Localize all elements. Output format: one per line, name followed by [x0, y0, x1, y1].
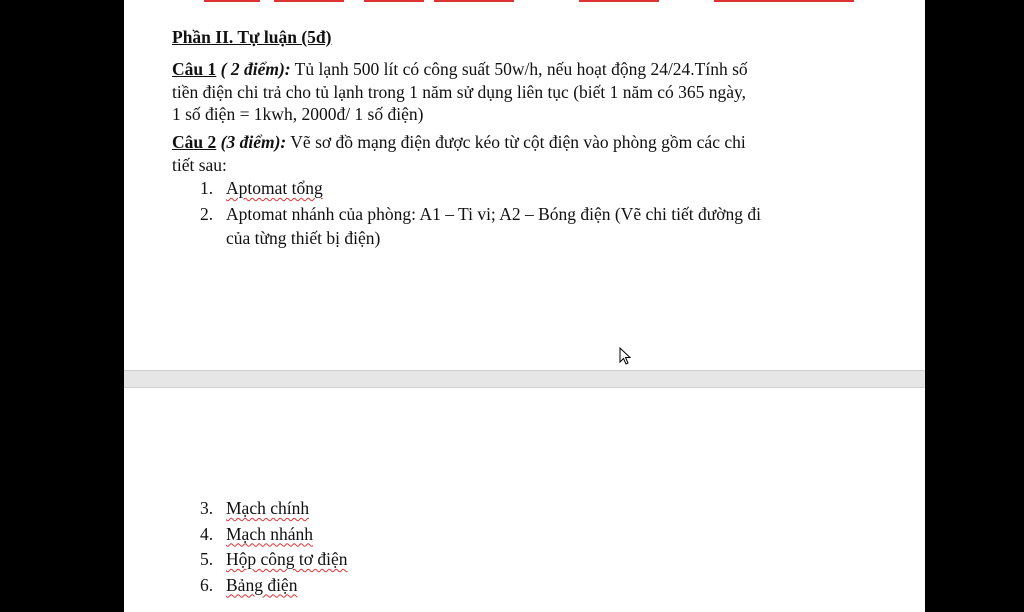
question-2-label: Câu 2 [172, 132, 217, 152]
mouse-pointer-icon [619, 347, 631, 365]
component-list-part-2 [200, 496, 348, 598]
question-1 [172, 58, 748, 126]
page-break-gap [124, 370, 925, 388]
question-2-points: (3 điểm): [216, 132, 287, 152]
list-item: 3. Mạch chính [200, 498, 310, 518]
question-1-label: Câu 1 [172, 59, 217, 79]
question-1-text-1: Tủ lạnh 500 lít có công suất 50w/h, nếu hoạt động 24/24.Tính số [290, 59, 748, 79]
question-1-line-2: tiền điện chi trả cho tủ lạnh trong 1 năm sử dụng liên tục (biết 1 năm có 365 ngày, [172, 81, 747, 102]
section-heading: Phần II. Tự luận (5đ) [172, 27, 332, 47]
question-2-line-2: tiết sau: [172, 154, 227, 175]
question-2-text-1: Vẽ sơ đồ mạng điện được kéo từ cột điện vào phòng gồm các chi [286, 132, 746, 152]
component-list-part-1 [200, 177, 761, 250]
list-item: 1. Aptomat tổng [200, 178, 323, 198]
previous-page-spell-marks [124, 0, 925, 4]
document-page-1 [124, 0, 925, 370]
list-item: 6. Bảng điện [200, 574, 298, 595]
question-2 [172, 131, 746, 176]
list-item: 5. Hộp công tơ điện [200, 549, 348, 569]
question-2-line-1 [172, 131, 746, 154]
list-item-continuation: của từng thiết bị điện) [226, 228, 381, 248]
question-1-line-1 [172, 58, 748, 81]
question-1-points: ( 2 điểm): [216, 59, 291, 79]
list-item: 2. Aptomat nhánh của phòng: A1 – Ti vi; A2 – Bóng điện (Vẽ chi tiết đường đi [200, 203, 761, 224]
list-item: 4. Mạch nhánh [200, 523, 313, 544]
document-page-2 [124, 388, 925, 612]
question-1-line-3: 1 số điện = 1kwh, 2000đ/ 1 số điện) [172, 104, 424, 124]
